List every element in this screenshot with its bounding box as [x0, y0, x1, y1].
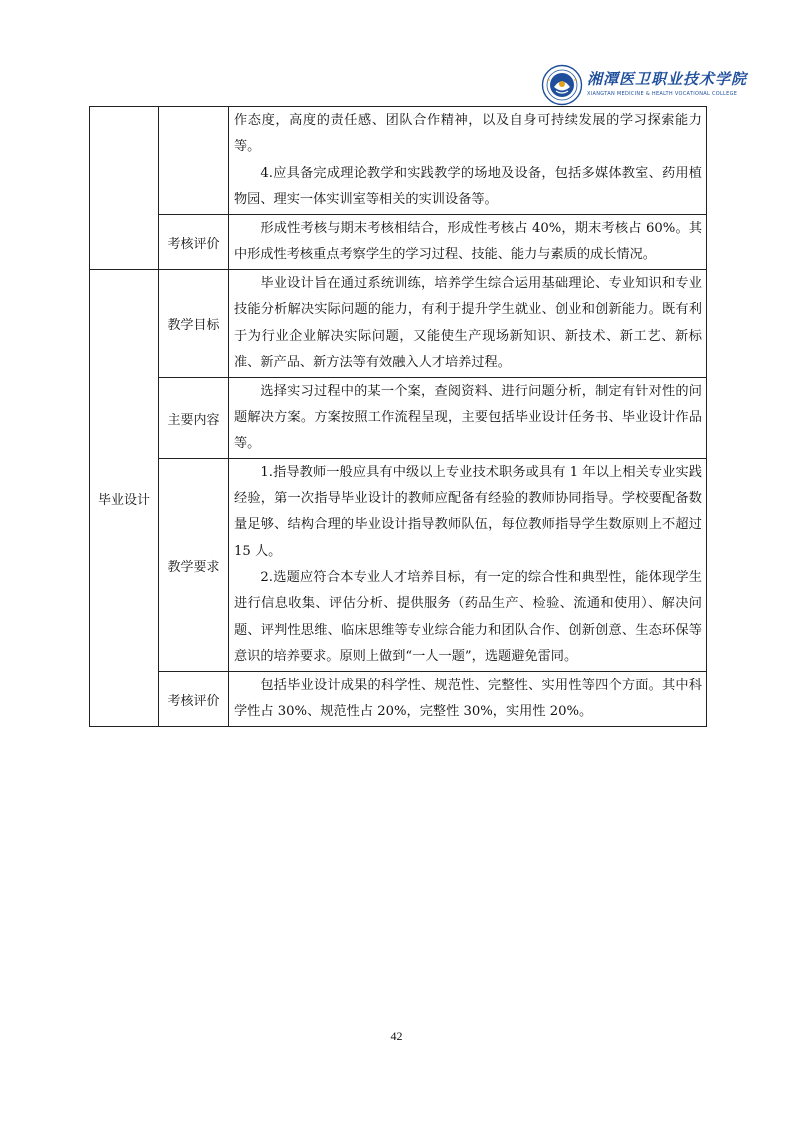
teaching-goal-label: 教学目标: [159, 270, 229, 378]
table-row: [90, 672, 707, 727]
table-row: [90, 270, 707, 378]
graduation-assessment-text: 包括毕业设计成果的科学性、规范性、完整性、实用性等四个方面。其中科学性占 30%、规范性占 20%，完整性 30%，实用性 20%。: [234, 677, 702, 719]
teaching-requirement-label: 教学要求: [159, 459, 229, 672]
graduation-design-label: 毕业设计: [90, 270, 159, 727]
table-row: [90, 378, 707, 459]
prev-section-label-cell: [90, 107, 159, 270]
college-logo: [541, 64, 748, 108]
curriculum-table: [89, 106, 707, 727]
college-seal-icon: [541, 64, 583, 106]
college-name-block: [587, 68, 747, 97]
table-row: [90, 107, 707, 215]
continued-text: 作态度，高度的责任感、团队合作精神，以及自身可持续发展的学习探索能力等。: [234, 112, 702, 155]
table-row: [90, 459, 707, 672]
teaching-goal-text: 毕业设计旨在通过系统训练，培养学生综合运用基础理论、专业知识和专业技能分析解决实际问题的能力，有利于提升学生就业、创业和创新能力。既有利于为行业企业解决实际问题，又能使生产现场新知识、新技术、新工艺、新标准、新产品、新方法等有效融入人才培养过程。: [234, 275, 702, 370]
assessment-label: 考核评价: [159, 215, 229, 270]
college-name-en: XIANGTAN MEDICINE & HEALTH VOCATIONAL COLLEGE: [587, 91, 738, 97]
facility-requirement-text: 4.应具备完成理论教学和实践教学的场地及设备，包括多媒体教室、药用植物园、理实一体实训室等相关的实训设备等。: [234, 165, 702, 207]
teaching-requirement-text-1: 1.指导教师一般应具有中级以上专业技术职务或具有 1 年以上相关专业实践经验，第一次指导毕业设计的教师应配备有经验的教师协同指导。学校要配备数量足够、结构合理的毕业设计指导教师队伍，每位教师指导学生数原则上不超过 15 人。: [234, 464, 702, 559]
main-content-label: 主要内容: [159, 378, 229, 459]
graduation-assessment-label: 考核评价: [159, 672, 229, 727]
teaching-requirement-text-2: 2.选题应符合本专业人才培养目标，有一定的综合性和典型性，能体现学生进行信息收集、评估分析、提供服务（药品生产、检验、流通和使用）、解决问题、评判性思维、临床思维等专业综合能力和团队合作、创新创意、生态环保等意识的培养要求。原则上做到“一人一题”，选题避免雷同。: [234, 570, 702, 664]
page-number: 42: [390, 1029, 403, 1043]
prev-section-sublabel-cell: [159, 107, 229, 215]
prev-section-text-cell: [229, 107, 707, 215]
table-row: [90, 215, 707, 270]
main-content-text: 选择实习过程中的某一个案，查阅资料、进行问题分析，制定有针对性的问题解决方案。方案按照工作流程呈现，主要包括毕业设计任务书、毕业设计作品等。: [234, 383, 702, 452]
college-name-cn: 湘潭医卫职业技术学院: [587, 70, 748, 88]
assessment-text: 形成性考核与期末考核相结合，形成性考核占 40%，期末考核占 60%。其中形成性考核重点考察学生的学习过程、技能、能力与素质的成长情况。: [234, 220, 702, 262]
